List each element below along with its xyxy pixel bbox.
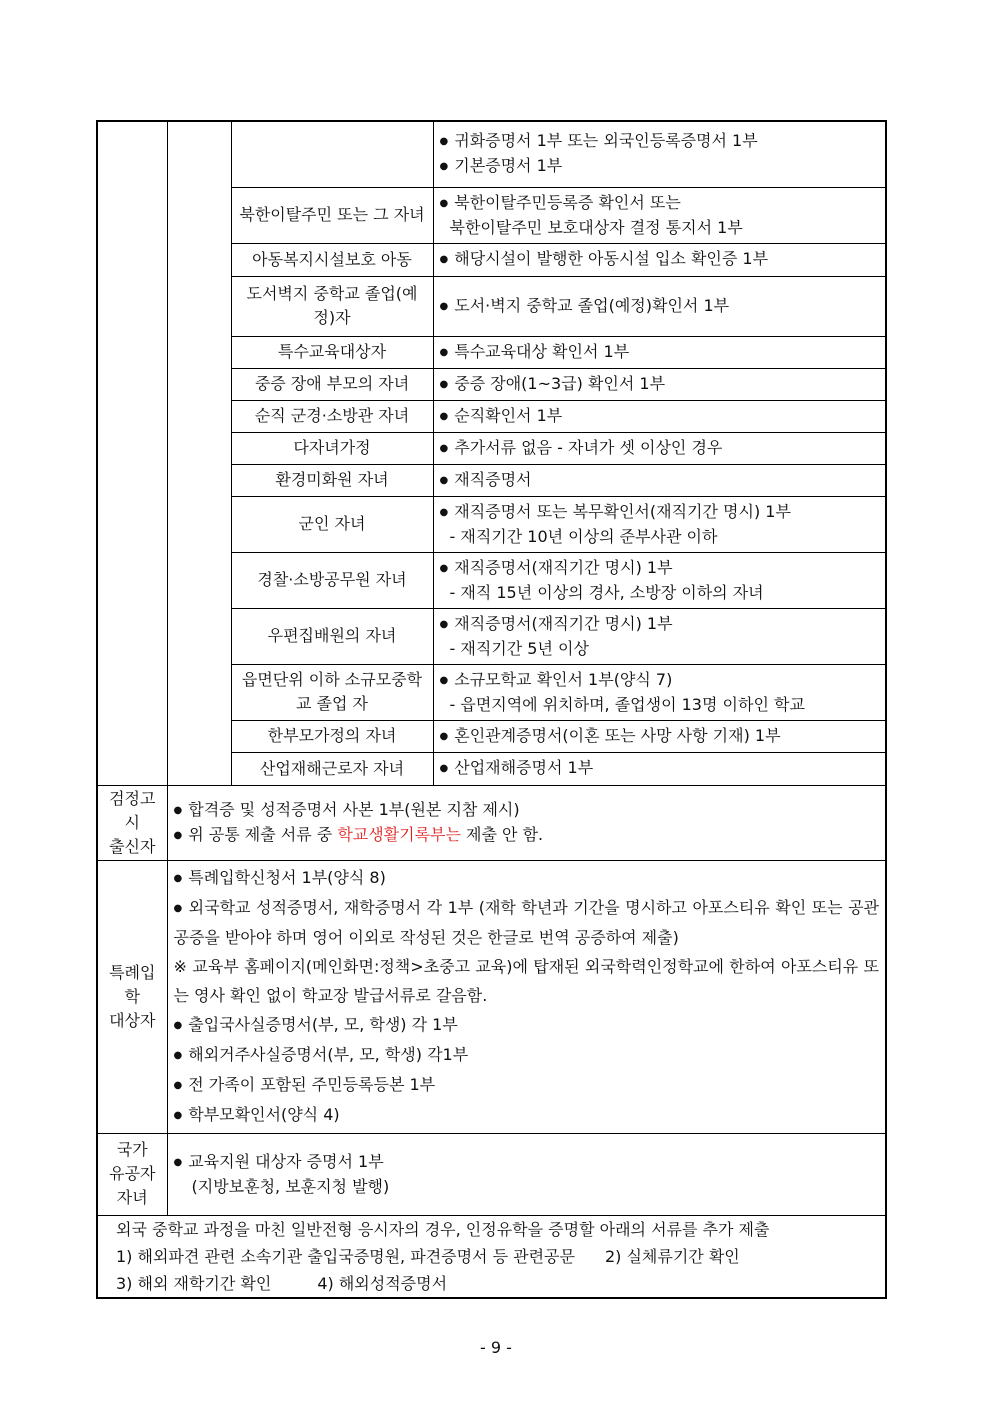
row-label: 한부모가정의 자녀 [231,720,433,752]
list-item: ● 특례입학신청서 1부(양식 8) [174,863,880,893]
list-item: ● 학부모확인서(양식 4) [174,1100,880,1130]
row-documents [433,720,886,752]
list-item: ● 소규모학교 확인서 1부(양식 7) [440,668,880,693]
list-item: ● 해당시설이 발행한 아동시설 입소 확인증 1부 [440,247,880,272]
row-label: 아동복지시설보호 아동 [231,243,433,276]
list-item: - 재직기간 5년 이상 [449,638,589,658]
row-documents [433,187,886,243]
row-documents [433,276,886,336]
list-item: ● 재직증명서(재직기간 명시) 1부 [440,556,880,581]
row-label: 환경미화원 자녀 [231,464,433,496]
row-documents [433,121,886,187]
highlight-text: 학교생활기록부는 [337,824,461,844]
list-item: ● 위 공통 제출 서류 중 학교생활기록부는 제출 안 함. [174,823,880,848]
list-item: - 재직기간 10년 이상의 준부사관 이하 [449,526,718,546]
table-row-merit [97,1133,886,1215]
bottom-note: 외국 중학교 과정을 마친 일반전형 응시자의 경우, 인정유학을 증명할 아래의 서류를 추가 제출 1) 해외파견 관련 소속기관 출입국증명원, 파견증명서 등 관련공문 2) 실체류기간 확인 3) 해외 재학기간 확인 4) 해외성적증명서 [97,1215,886,1298]
row-label: 순직 군경·소방관 자녀 [231,400,433,432]
table-row-special [97,860,886,1133]
special-content [167,860,886,1133]
list-item: ● 중증 장애(1~3급) 확인서 1부 [440,372,880,397]
row-documents [433,496,886,552]
note-text: ※ 교육부 홈페이지(메인화면:정책>초중고 교육)에 탑재된 외국학력인정학교에 한하여 아포스티유 또는 영사 확인 없이 학교장 발급서류로 갈음함. [173,957,879,1005]
list-item: ● 특수교육대상 확인서 1부 [440,340,880,365]
page-number: - 9 - [480,1338,512,1357]
ged-label: 검정고시 출신자 [97,785,167,860]
row-label: 우편집배원의 자녀 [231,608,433,664]
list-item: - 재직 15년 이상의 경사, 소방장 이하의 자녀 [449,582,764,602]
row-documents [433,432,886,464]
list-item: ● 교육지원 대상자 증명서 1부 [174,1150,880,1175]
row-documents [433,752,886,785]
list-item: ● 재직증명서(재직기간 명시) 1부 [440,612,880,637]
row-label: 읍면단위 이하 소규모중학교 졸업 자 [231,664,433,720]
row-documents [433,368,886,400]
row-documents [433,664,886,720]
row-label: 특수교육대상자 [231,336,433,368]
row-label: 중증 장애 부모의 자녀 [231,368,433,400]
table-row-bottom [97,1215,886,1298]
list-item: ● 합격증 및 성적증명서 사본 1부(원본 지참 제시) [174,798,880,823]
category-cell [97,121,167,785]
document-table [96,120,887,1299]
row-documents [433,243,886,276]
list-item: ● 재직증명서 또는 복무확인서(재직기간 명시) 1부 [440,500,880,525]
table-row-ged [97,785,886,860]
special-label: 특례입학 대상자 [97,860,167,1133]
row-documents [433,400,886,432]
row-documents [433,552,886,608]
list-item: ● 산업재해증명서 1부 [440,756,880,781]
list-item: ● 귀화증명서 1부 또는 외국인등록증명서 1부 [440,129,880,154]
row-label: 군인 자녀 [231,496,433,552]
table-row [97,121,886,187]
list-item: ● 북한이탈주민등록증 확인서 또는 [440,191,880,216]
list-item: - 읍면지역에 위치하며, 졸업생이 13명 이하인 학교 [449,694,805,714]
row-label: 북한이탈주민 또는 그 자녀 [231,187,433,243]
list-item: ● 기본증명서 1부 [440,154,880,179]
list-item: ● 추가서류 없음 - 자녀가 셋 이상인 경우 [440,436,880,461]
list-item: ● 혼인관계증명서(이혼 또는 사망 사항 기재) 1부 [440,724,880,749]
list-item: ● 도서·벽지 중학교 졸업(예정)확인서 1부 [440,294,880,319]
row-label [231,121,433,187]
merit-label: 국가 유공자 자녀 [97,1133,167,1215]
list-item: 북한이탈주민 보호대상자 결정 통지서 1부 [449,217,743,237]
list-item: ● 전 가족이 포함된 주민등록등본 1부 [174,1070,880,1100]
merit-content [167,1133,886,1215]
row-documents [433,464,886,496]
list-item: ● 외국학교 성적증명서, 재학증명서 각 1부 (재학 학년과 기간을 명시하고 아포스티유 확인 또는 공관 공증을 받아야 하며 영어 이외로 작성된 것은 한글로 번역 공증하여 제출) [174,893,880,952]
list-item: ● 순직확인서 1부 [440,404,880,429]
row-label: 다자녀가정 [231,432,433,464]
list-item-sub: (지방보훈청, 보훈지청 발행) [191,1176,390,1196]
row-label: 도서벽지 중학교 졸업(예정)자 [231,276,433,336]
list-item: ● 해외거주사실증명서(부, 모, 학생) 각1부 [174,1040,880,1070]
subcategory-cell [167,121,231,785]
row-documents [433,336,886,368]
ged-content [167,785,886,860]
row-label: 경찰·소방공무원 자녀 [231,552,433,608]
row-documents [433,608,886,664]
list-item: ● 재직증명서 [440,468,880,493]
list-item: ● 출입국사실증명서(부, 모, 학생) 각 1부 [174,1010,880,1040]
row-label: 산업재해근로자 자녀 [231,752,433,785]
